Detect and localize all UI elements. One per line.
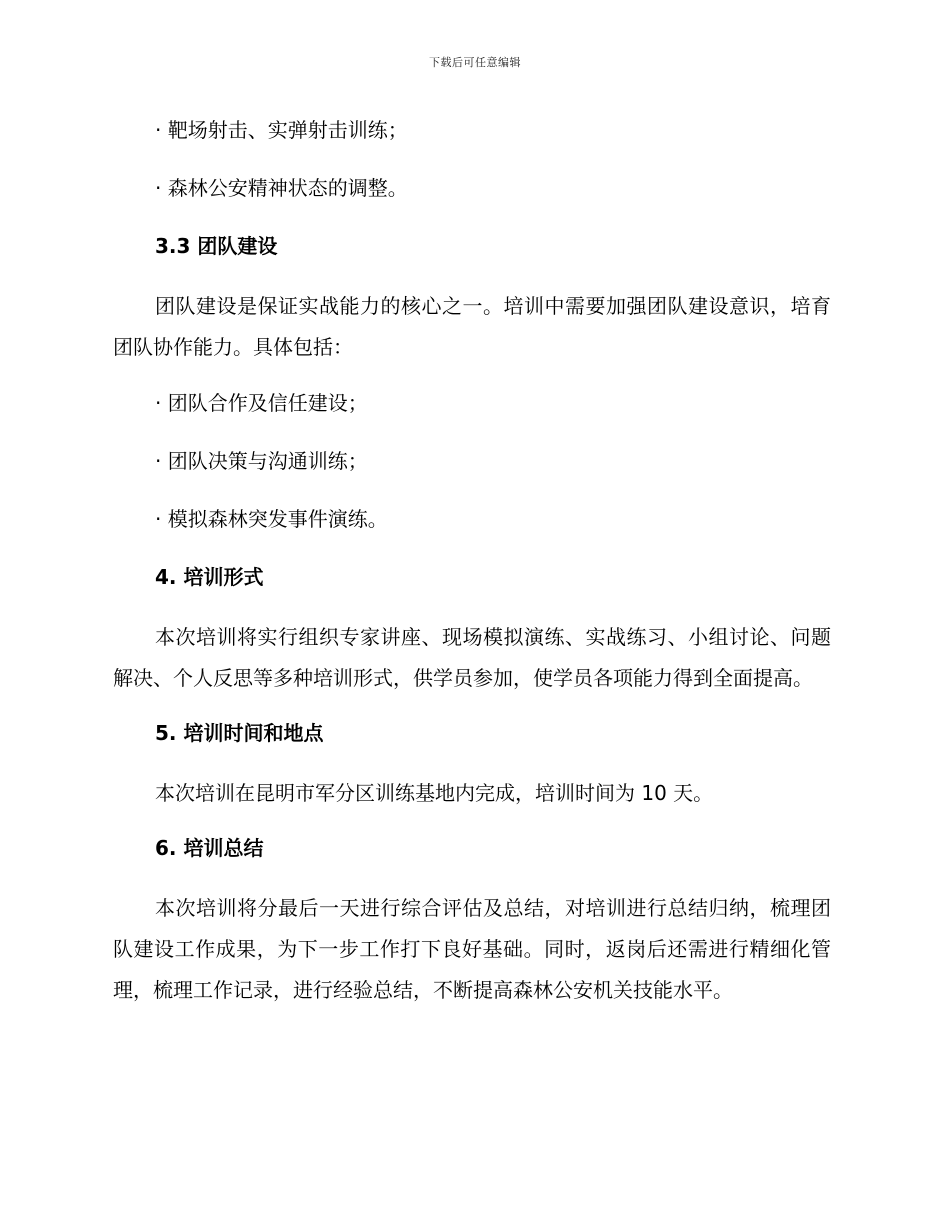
bullet-item-shooting-training: · 靶场射击、实弹射击训练； xyxy=(155,118,408,142)
paragraph-team-building: 团队建设是保证实战能力的核心之一。培训中需要加强团队建设意识，培育团队协作能力。具体包括： xyxy=(113,294,831,359)
section-heading-training-format: 4. 培训形式 xyxy=(155,565,264,589)
page-header: 下载后可任意编辑 xyxy=(429,56,521,69)
bullet-item-team-trust: · 团队合作及信任建设； xyxy=(155,391,368,415)
bullet-item-emergency-drill: · 模拟森林突发事件演练。 xyxy=(155,507,388,531)
paragraph-time-location: 本次培训在昆明市军分区训练基地内完成，培训时间为 10 天。 xyxy=(155,781,714,805)
paragraph-training-format: 本次培训将实行组织专家讲座、现场模拟演练、实战练习、小组讨论、问题解决、个人反思等多种培训形式，供学员参加，使学员各项能力得到全面提高。 xyxy=(113,625,831,690)
bullet-item-mental-state: · 森林公安精神状态的调整。 xyxy=(155,176,408,200)
bullet-item-team-decision: · 团队决策与沟通训练； xyxy=(155,449,368,473)
paragraph-training-summary: 本次培训将分最后一天进行综合评估及总结，对培训进行总结归纳，梳理团队建设工作成果，为下一步工作打下良好基础。同时，返岗后还需进行精细化管理，梳理工作记录，进行经验总结，不断提高森林公安机关技能水平。 xyxy=(113,896,831,1002)
document-body xyxy=(113,112,831,1027)
section-heading-team-building: 3.3 团队建设 xyxy=(155,234,278,258)
section-heading-training-summary: 6. 培训总结 xyxy=(155,836,264,860)
section-heading-time-location: 5. 培训时间和地点 xyxy=(155,721,324,745)
